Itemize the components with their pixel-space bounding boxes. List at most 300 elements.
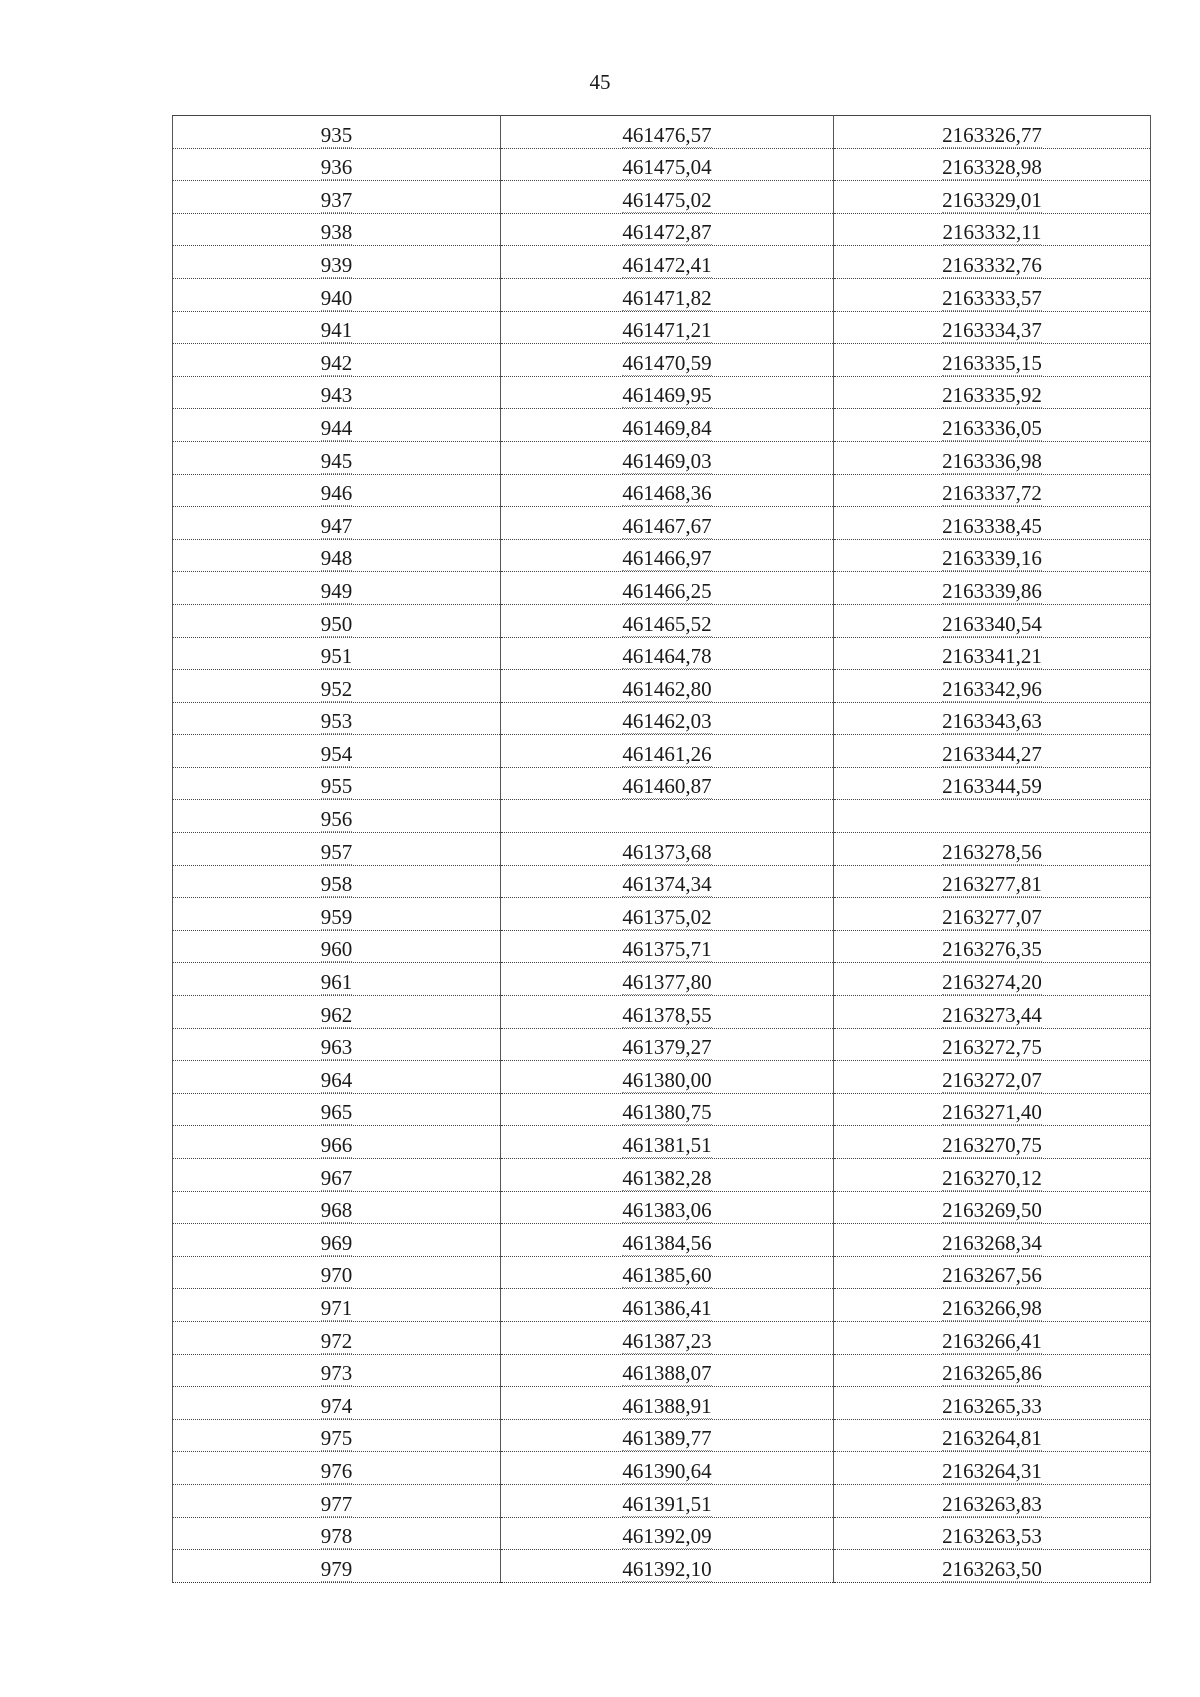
point-number-cell [173,735,501,768]
x-coordinate-value: 461375,71 [622,937,712,962]
point-number-value: 944 [320,415,353,440]
point-number-value: 979 [320,1556,353,1581]
y-coordinate-cell [834,1159,1151,1192]
y-coordinate-value: 2163265,86 [942,1361,1042,1386]
point-number-value: 945 [320,448,353,473]
table-row [173,767,1151,800]
y-coordinate-cell [834,963,1151,996]
table-row [173,409,1151,442]
point-number-cell [173,1387,501,1420]
table-row [173,604,1151,637]
table-row [173,865,1151,898]
table-row [173,1517,1151,1550]
y-coordinate-value: 2163343,63 [942,709,1042,734]
point-number-cell [173,376,501,409]
point-number-cell [173,278,501,311]
x-coordinate-cell [501,474,834,507]
table-row [173,1061,1151,1094]
point-number-cell [173,1256,501,1289]
x-coordinate-value: 461373,68 [622,839,712,864]
y-coordinate-cell [834,604,1151,637]
table-row [173,1387,1151,1420]
point-number-value: 956 [320,807,353,832]
point-number-value: 951 [320,644,353,669]
x-coordinate-value: 461378,55 [622,1002,712,1027]
table-row [173,800,1151,833]
point-number-cell [173,409,501,442]
x-coordinate-cell [501,637,834,670]
y-coordinate-value: 2163274,20 [942,970,1042,995]
table-row [173,376,1151,409]
point-number-value: 976 [320,1458,353,1483]
x-coordinate-cell [501,1354,834,1387]
point-number-cell [173,670,501,703]
y-coordinate-value: 2163272,75 [942,1035,1042,1060]
table-row [173,963,1151,996]
y-coordinate-cell [834,930,1151,963]
point-number-value: 958 [320,872,353,897]
x-coordinate-value: 461388,91 [622,1393,712,1418]
y-coordinate-cell [834,181,1151,214]
point-number-cell [173,833,501,866]
y-coordinate-cell [834,1256,1151,1289]
point-number-value: 969 [320,1230,353,1255]
table-row [173,181,1151,214]
table-row [173,1159,1151,1192]
y-coordinate-cell [834,1061,1151,1094]
point-number-cell [173,1354,501,1387]
x-coordinate-cell [501,1387,834,1420]
y-coordinate-value: 2163264,81 [942,1426,1042,1451]
x-coordinate-cell [501,1224,834,1257]
y-coordinate-value: 2163340,54 [942,611,1042,636]
y-coordinate-cell [834,116,1151,149]
point-number-cell [173,996,501,1029]
table-row [173,344,1151,377]
table-row [173,930,1151,963]
table-row [173,539,1151,572]
point-number-cell [173,767,501,800]
point-number-cell [173,800,501,833]
y-coordinate-value: 2163263,53 [942,1524,1042,1549]
y-coordinate-cell [834,344,1151,377]
x-coordinate-cell [501,735,834,768]
point-number-cell [173,637,501,670]
point-number-value: 963 [320,1035,353,1060]
x-coordinate-cell [501,278,834,311]
x-coordinate-cell [501,865,834,898]
x-coordinate-value: 461468,36 [622,481,712,506]
point-number-value: 937 [320,187,353,212]
point-number-value: 949 [320,578,353,603]
x-coordinate-cell [501,702,834,735]
x-coordinate-cell [501,800,834,833]
point-number-value: 975 [320,1426,353,1451]
y-coordinate-cell [834,1126,1151,1159]
point-number-value: 966 [320,1133,353,1157]
point-number-cell [173,1159,501,1192]
x-coordinate-cell [501,996,834,1029]
point-number-value: 965 [320,1100,353,1125]
x-coordinate-cell [501,539,834,572]
y-coordinate-value: 2163332,11 [942,220,1042,245]
point-number-cell [173,344,501,377]
point-number-cell [173,1126,501,1159]
table-row [173,1289,1151,1322]
table-row [173,572,1151,605]
x-coordinate-cell [501,1517,834,1550]
point-number-value: 943 [320,383,353,408]
y-coordinate-value: 2163335,15 [942,350,1042,375]
y-coordinate-cell [834,1484,1151,1517]
x-coordinate-cell [501,963,834,996]
table-row [173,1452,1151,1485]
point-number-value: 954 [320,741,353,766]
x-coordinate-cell [501,833,834,866]
x-coordinate-cell [501,409,834,442]
point-number-value: 959 [320,904,353,929]
x-coordinate-value: 461381,51 [622,1133,712,1157]
x-coordinate-cell [501,1550,834,1583]
point-number-value: 962 [320,1002,353,1027]
y-coordinate-value: 2163268,34 [942,1230,1042,1255]
y-coordinate-value: 2163334,37 [942,318,1042,343]
y-coordinate-cell [834,539,1151,572]
y-coordinate-cell [834,735,1151,768]
x-coordinate-value: 461475,04 [622,155,712,180]
x-coordinate-cell [501,1191,834,1224]
table-row [173,116,1151,149]
y-coordinate-cell [834,833,1151,866]
y-coordinate-cell [834,148,1151,181]
x-coordinate-value: 461462,03 [622,709,712,734]
table-row [173,1224,1151,1257]
point-number-value: 972 [320,1328,353,1353]
point-number-value: 953 [320,709,353,734]
x-coordinate-value: 461469,95 [622,383,712,408]
table-row [173,1354,1151,1387]
y-coordinate-cell [834,1452,1151,1485]
y-coordinate-cell [834,213,1151,246]
table-row [173,474,1151,507]
point-number-value: 939 [320,252,353,277]
y-coordinate-value: 2163342,96 [942,676,1042,701]
x-coordinate-cell [501,604,834,637]
y-coordinate-value: 2163338,45 [942,513,1042,538]
x-coordinate-cell [501,441,834,474]
y-coordinate-value: 2163269,50 [942,1198,1042,1223]
y-coordinate-cell [834,441,1151,474]
point-number-cell [173,1289,501,1322]
x-coordinate-cell [501,213,834,246]
point-number-cell [173,702,501,735]
point-number-value: 968 [320,1198,353,1223]
point-number-value: 941 [320,318,353,343]
x-coordinate-value: 461472,41 [622,252,712,277]
y-coordinate-cell [834,1419,1151,1452]
x-coordinate-value: 461469,03 [622,448,712,473]
point-number-value: 946 [320,481,353,506]
point-number-cell [173,1093,501,1126]
point-number-cell [173,963,501,996]
x-coordinate-cell [501,1093,834,1126]
y-coordinate-value: 2163344,27 [942,741,1042,766]
x-coordinate-cell [501,1028,834,1061]
point-number-value: 971 [320,1295,353,1320]
table-row [173,833,1151,866]
y-coordinate-cell [834,670,1151,703]
point-number-value: 960 [320,937,353,962]
table-row [173,246,1151,279]
table-row [173,670,1151,703]
x-coordinate-value: 461389,77 [622,1426,712,1451]
y-coordinate-cell [834,376,1151,409]
y-coordinate-cell [834,572,1151,605]
x-coordinate-value: 461466,97 [622,546,712,571]
y-coordinate-value: 2163335,92 [942,383,1042,408]
y-coordinate-value: 2163332,76 [942,252,1042,277]
point-number-value: 950 [320,611,353,636]
x-coordinate-value: 461392,09 [622,1524,712,1549]
x-coordinate-cell [501,572,834,605]
y-coordinate-cell [834,1550,1151,1583]
y-coordinate-value: 2163273,44 [942,1002,1042,1027]
y-coordinate-cell [834,996,1151,1029]
y-coordinate-cell [834,278,1151,311]
table-row [173,735,1151,768]
x-coordinate-value: 461386,41 [622,1295,712,1320]
table-row [173,1093,1151,1126]
table-row [173,1191,1151,1224]
y-coordinate-cell [834,1517,1151,1550]
table-row [173,507,1151,540]
y-coordinate-value: 2163341,21 [942,644,1042,669]
table-row [173,1550,1151,1583]
point-number-cell [173,441,501,474]
point-number-value: 967 [320,1165,353,1190]
x-coordinate-cell [501,1452,834,1485]
y-coordinate-value: 2163263,50 [942,1556,1042,1581]
x-coordinate-cell [501,1289,834,1322]
point-number-cell [173,474,501,507]
y-coordinate-cell [834,800,1151,833]
x-coordinate-cell [501,898,834,931]
x-coordinate-value: 461384,56 [622,1230,712,1255]
x-coordinate-cell [501,246,834,279]
x-coordinate-cell [501,1061,834,1094]
y-coordinate-cell [834,637,1151,670]
x-coordinate-value: 461465,52 [622,611,712,636]
x-coordinate-value: 461388,07 [622,1361,712,1386]
x-coordinate-cell [501,1419,834,1452]
x-coordinate-value: 461374,34 [622,872,712,897]
y-coordinate-value: 2163344,59 [942,774,1042,799]
table-row [173,1028,1151,1061]
x-coordinate-value: 461391,51 [622,1491,712,1516]
point-number-cell [173,604,501,637]
y-coordinate-cell [834,702,1151,735]
point-number-cell [173,181,501,214]
x-coordinate-value: 461471,82 [622,285,712,310]
y-coordinate-cell [834,1093,1151,1126]
point-number-cell [173,1517,501,1550]
y-coordinate-value: 2163271,40 [942,1100,1042,1125]
point-number-value: 936 [320,155,353,180]
x-coordinate-cell [501,376,834,409]
point-number-cell [173,311,501,344]
x-coordinate-cell [501,767,834,800]
y-coordinate-cell [834,1224,1151,1257]
point-number-cell [173,246,501,279]
y-coordinate-cell [834,1321,1151,1354]
point-number-value: 978 [320,1524,353,1549]
x-coordinate-cell [501,181,834,214]
point-number-cell [173,930,501,963]
x-coordinate-value: 461467,67 [622,513,712,538]
point-number-cell [173,1452,501,1485]
y-coordinate-value: 2163265,33 [942,1393,1042,1418]
y-coordinate-cell [834,1354,1151,1387]
y-coordinate-cell [834,507,1151,540]
x-coordinate-value: 461392,10 [622,1556,712,1581]
y-coordinate-cell [834,1028,1151,1061]
page-number: 45 [589,70,611,94]
point-number-cell [173,148,501,181]
x-coordinate-cell [501,311,834,344]
y-coordinate-cell [834,1387,1151,1420]
x-coordinate-value: 461385,60 [622,1263,712,1288]
point-number-cell [173,507,501,540]
point-number-cell [173,116,501,149]
x-coordinate-value: 461380,75 [622,1100,712,1125]
y-coordinate-value: 2163277,07 [942,904,1042,929]
coordinates-table [172,115,1151,1583]
x-coordinate-value: 461476,57 [622,122,712,147]
point-number-value: 957 [320,839,353,864]
y-coordinate-value: 2163336,05 [942,415,1042,440]
x-coordinate-cell [501,507,834,540]
point-number-value: 970 [320,1263,353,1288]
x-coordinate-value: 461382,28 [622,1165,712,1190]
y-coordinate-value: 2163339,86 [942,578,1042,603]
x-coordinate-value: 461377,80 [622,970,712,995]
y-coordinate-value: 2163266,41 [942,1328,1042,1353]
point-number-cell [173,1028,501,1061]
x-coordinate-value: 461379,27 [622,1035,712,1060]
x-coordinate-value: 461471,21 [622,318,712,343]
point-number-cell [173,213,501,246]
y-coordinate-value: 2163270,12 [942,1165,1042,1190]
table-row [173,898,1151,931]
x-coordinate-cell [501,1321,834,1354]
table-row [173,311,1151,344]
y-coordinate-value: 2163267,56 [942,1263,1042,1288]
point-number-value: 940 [320,285,353,310]
table-row [173,702,1151,735]
x-coordinate-value: 461390,64 [622,1458,712,1483]
y-coordinate-cell [834,409,1151,442]
point-number-cell [173,1419,501,1452]
x-coordinate-cell [501,1256,834,1289]
point-number-cell [173,865,501,898]
y-coordinate-value: 2163278,56 [942,839,1042,864]
x-coordinate-cell [501,1126,834,1159]
table-row [173,148,1151,181]
point-number-value: 947 [320,513,353,538]
table-row [173,637,1151,670]
x-coordinate-value: 461464,78 [622,644,712,669]
point-number-cell [173,898,501,931]
y-coordinate-value: 2163333,57 [942,285,1042,310]
table-row [173,1321,1151,1354]
x-coordinate-value: 461466,25 [622,578,712,603]
y-coordinate-value: 2163264,31 [942,1458,1042,1483]
point-number-cell [173,572,501,605]
x-coordinate-value: 461380,00 [622,1067,712,1092]
y-coordinate-value: 2163276,35 [942,937,1042,962]
x-coordinate-cell [501,1159,834,1192]
y-coordinate-cell [834,898,1151,931]
y-coordinate-cell [834,767,1151,800]
y-coordinate-value: 2163266,98 [942,1295,1042,1320]
x-coordinate-value: 461461,26 [622,741,712,766]
point-number-value: 955 [320,774,353,799]
point-number-value: 948 [320,546,353,571]
x-coordinate-cell [501,1484,834,1517]
y-coordinate-cell [834,1289,1151,1322]
table-row [173,996,1151,1029]
y-coordinate-value: 2163336,98 [942,448,1042,473]
x-coordinate-value: 461472,87 [622,220,712,245]
y-coordinate-value: 2163326,77 [942,122,1042,147]
y-coordinate-cell [834,1191,1151,1224]
point-number-cell [173,1550,501,1583]
y-coordinate-cell [834,246,1151,279]
table-row [173,1256,1151,1289]
table-row [173,1126,1151,1159]
point-number-cell [173,1061,501,1094]
point-number-cell [173,1191,501,1224]
x-coordinate-cell [501,148,834,181]
y-coordinate-value: 2163263,83 [942,1491,1042,1516]
table-row [173,213,1151,246]
table-row [173,278,1151,311]
x-coordinate-value: 461469,84 [622,415,712,440]
y-coordinate-value: 2163339,16 [942,546,1042,571]
point-number-value: 977 [320,1491,353,1516]
point-number-value: 938 [320,220,353,245]
point-number-cell [173,1321,501,1354]
y-coordinate-value: 2163328,98 [942,155,1042,180]
point-number-value: 942 [320,350,353,375]
x-coordinate-cell [501,344,834,377]
point-number-cell [173,539,501,572]
point-number-cell [173,1224,501,1257]
x-coordinate-value: 461383,06 [622,1198,712,1223]
table-row [173,441,1151,474]
x-coordinate-value: 461387,23 [622,1328,712,1353]
point-number-cell [173,1484,501,1517]
point-number-value: 974 [320,1393,353,1418]
x-coordinate-cell [501,116,834,149]
point-number-value: 961 [320,970,353,995]
y-coordinate-value: 2163329,01 [942,187,1042,212]
y-coordinate-cell [834,865,1151,898]
x-coordinate-value: 461375,02 [622,904,712,929]
x-coordinate-cell [501,670,834,703]
y-coordinate-cell [834,474,1151,507]
x-coordinate-value: 461470,59 [622,350,712,375]
